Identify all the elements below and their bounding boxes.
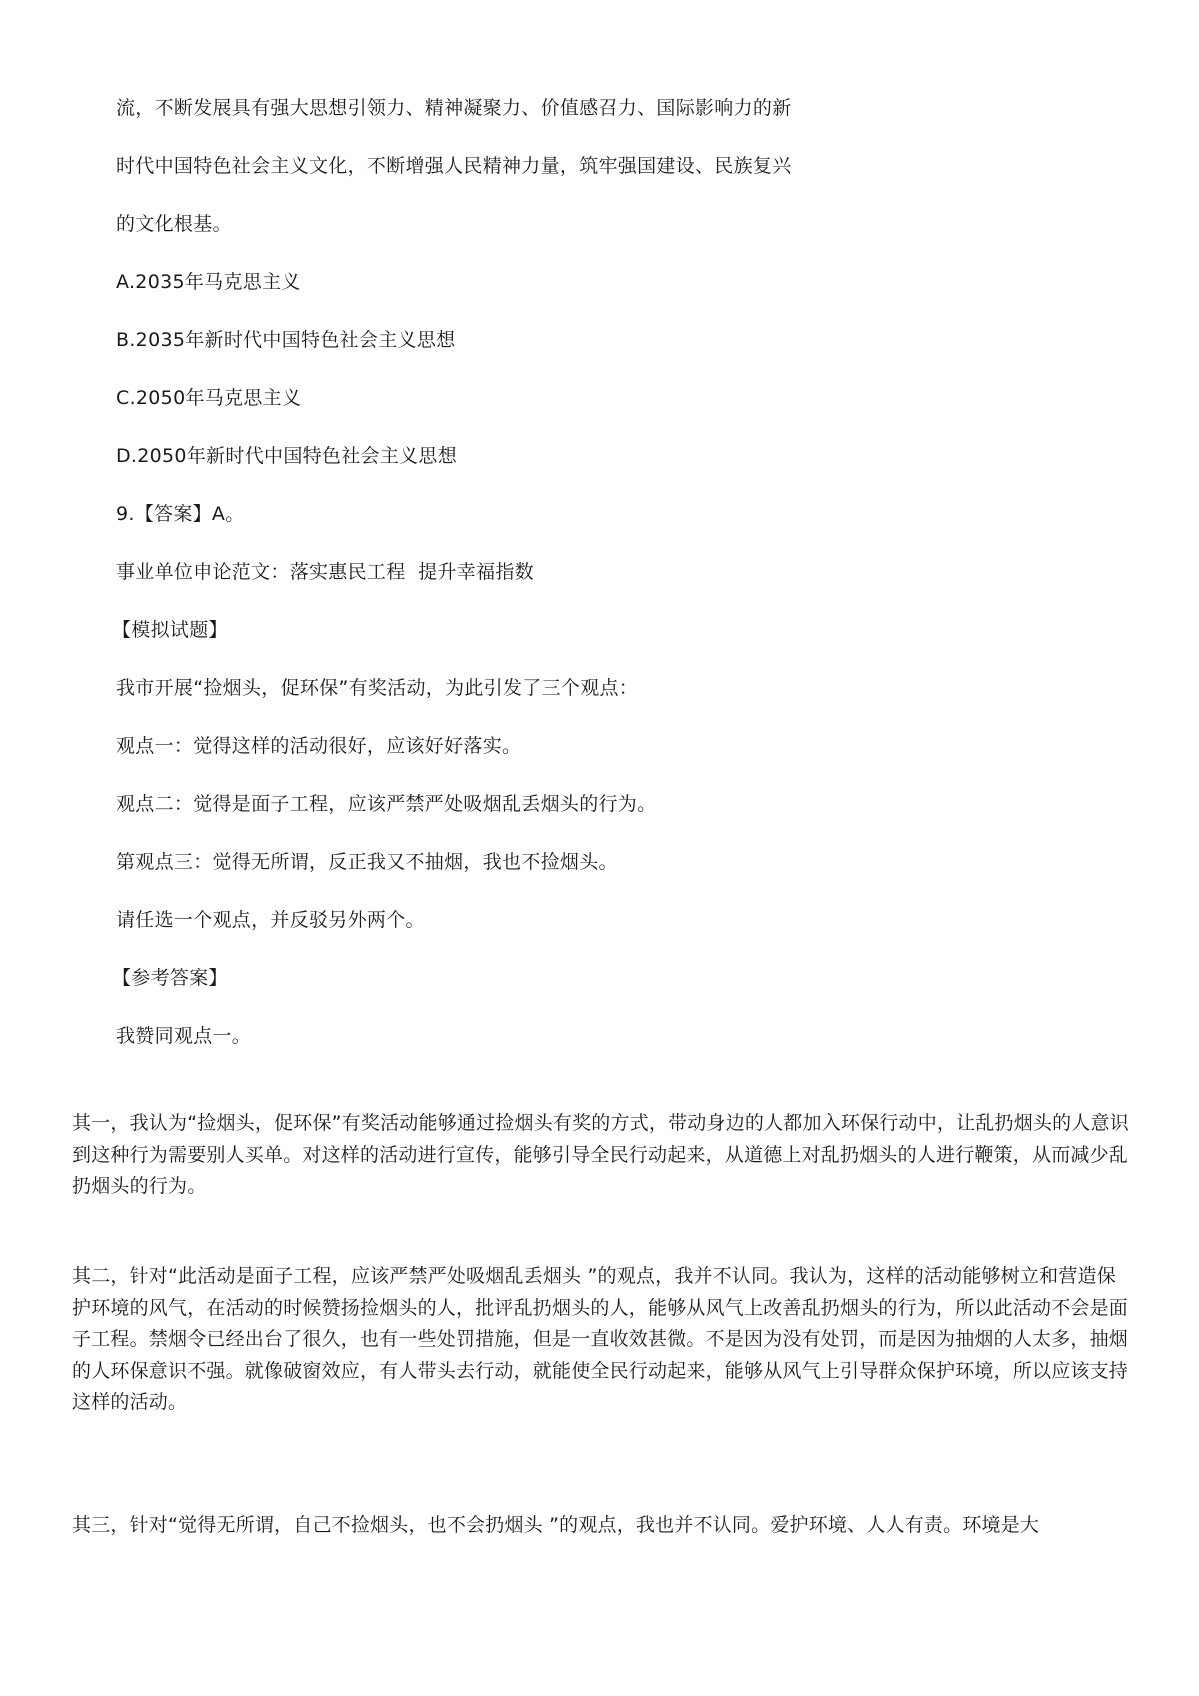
viewpoint-3: 第观点三：觉得无所谓，反正我又不抽烟，我也不捡烟头。 xyxy=(116,851,618,873)
prompt-intro: 我市开展“捡烟头，促环保”有奖活动，为此引发了三个观点： xyxy=(116,677,639,699)
option-c: C.2050年马克思主义 xyxy=(116,387,302,409)
answer-paragraph-3: 其三，针对“觉得无所谓，自己不捡烟头，也不会扔烟头 ”的观点，我也并不认同。爱护环境、人人有责。环境是大 xyxy=(72,1514,1040,1536)
viewpoint-2: 观点二：觉得是面子工程，应该严禁严处吸烟乱丢烟头的行为。 xyxy=(116,793,657,815)
answer-paragraph-2: 其二，针对“此活动是面子工程，应该严禁严处吸烟乱丢烟头 ”的观点，我并不认同。我认为，这样的活动能够树立和营造保护环境的风气，在活动的时候赞扬捡烟头的人，批评乱扔烟头的人，能够从风气上改善乱扔烟头的行为，所以此活动不会是面子工程。禁烟令已经出台了很久，也有一些处罚措施，但是一直收效甚微。不是因为没有处罚，而是因为抽烟的人太多，抽烟的人环保意识不强。就像破窗效应，有人带头去行动，就能使全民行动起来，能够从风气上引导群众保护环境，所以应该支持这样的活动。 xyxy=(72,1265,1129,1413)
viewpoint-1: 观点一：觉得这样的活动很好，应该好好落实。 xyxy=(116,735,522,757)
stance-line: 我赞同观点一。 xyxy=(116,1025,252,1047)
question-stem-line-1: 流，不断发展具有强大思想引领力、精神凝聚力、价值感召力、国际影响力的新 xyxy=(116,97,792,119)
answer-paragraph-1: 其一，我认为“捡烟头，促环保”有奖活动能够通过捡烟头有奖的方式，带动身边的人都加入环保行动中，让乱扔烟头的人意识到这种行为需要别人买单。对这样的活动进行宣传，能够引导全民行动起来，从道德上对乱扔烟头的人进行鞭策，从而减少乱扔烟头的行为。 xyxy=(72,1112,1129,1197)
instruction-line: 请任选一个观点，并反驳另外两个。 xyxy=(116,909,425,931)
option-a: A.2035年马克思主义 xyxy=(116,271,301,293)
answer-line: 9.【答案】A。 xyxy=(116,503,245,525)
reference-answer-heading: 【参考答案】 xyxy=(112,967,228,989)
mock-question-heading: 【模拟试题】 xyxy=(112,619,228,641)
question-stem-line-3: 的文化根基。 xyxy=(116,213,232,235)
question-stem-line-2: 时代中国特色社会主义文化，不断增强人民精神力量，筑牢强国建设、民族复兴 xyxy=(116,155,792,177)
option-d: D.2050年新时代中国特色社会主义思想 xyxy=(116,445,458,467)
option-b: B.2035年新时代中国特色社会主义思想 xyxy=(116,329,456,351)
essay-title: 事业单位申论范文：落实惠民工程 提升幸福指数 xyxy=(116,561,534,583)
